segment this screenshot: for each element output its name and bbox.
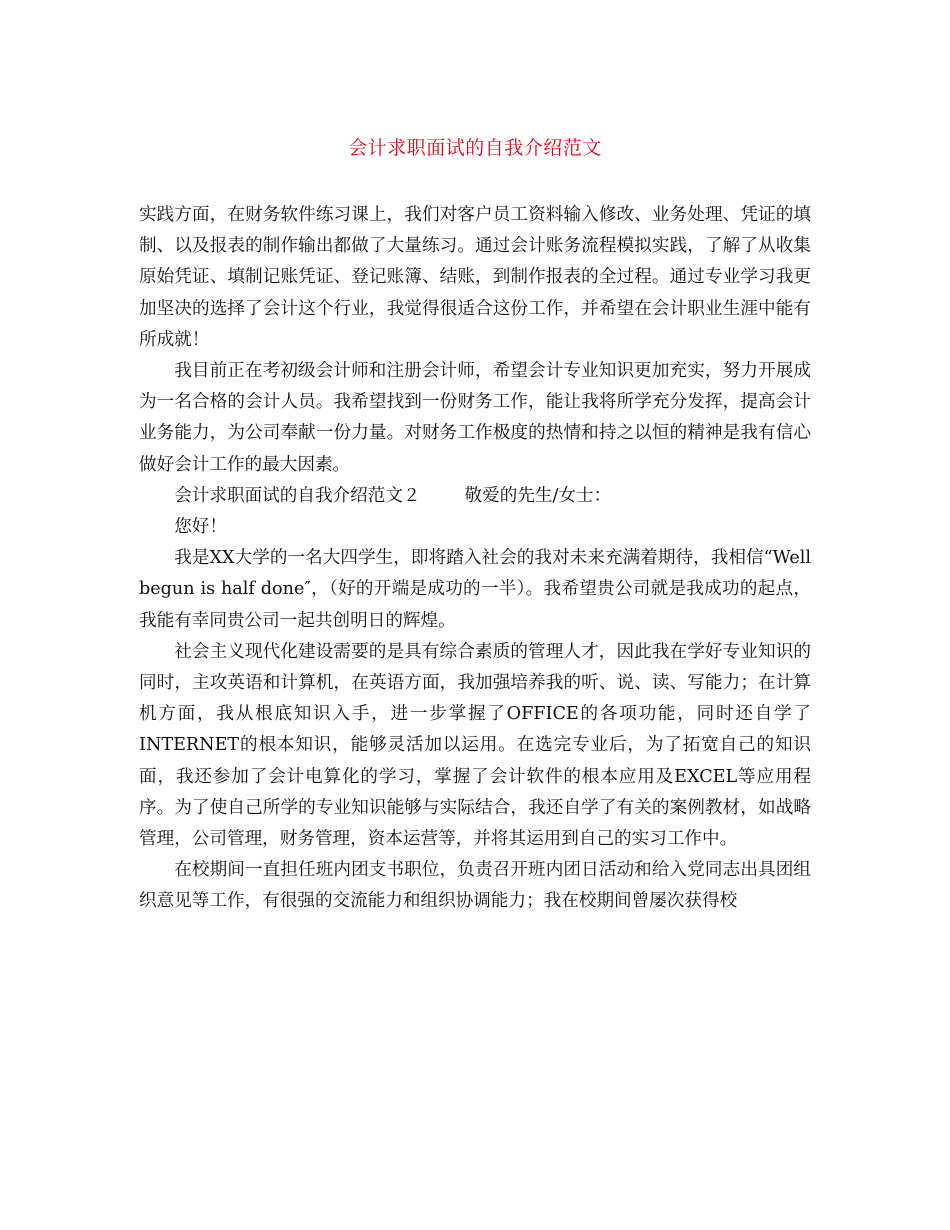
section2-heading: 会计求职面试的自我介绍范文２	[174, 485, 421, 506]
paragraph-practice: 实践方面，在财务软件练习课上，我们对客户员工资料输入修改、业务处理、凭证的填制、以及报表的制作输出都做了大量练习。通过会计账务流程模拟实践，了解了从收集原始凭证、填制记账凭证、登记账簿、结账，到制作报表的全过程。通过专业学习我更加坚决的选择了会计这个行业，我觉得很适合这份工作，并希望在会计职业生涯中能有所成就！	[139, 205, 811, 350]
document-title: 会计求职面试的自我介绍范文	[348, 137, 602, 159]
paragraph-introduction: 我是XX大学的一名大四学生，即将踏入社会的我对未来充满着期待，我相信“Well begun is half done″，（好的开端是成功的一半）。我希望贵公司就是我成功的起点，我能有幸同贵公司一起共创明日的辉煌。	[139, 548, 811, 631]
document-body	[139, 200, 811, 918]
paragraph-career-goal: 我目前正在考初级会计师和注册会计师，希望会计专业知识更加充实，努力开展成为一名合格的会计人员。我希望找到一份财务工作，能让我将所学充分发挥，提高会计业务能力，为公司奉献一份力量。对财务工作极度的热情和持之以恒的精神是我有信心做好会计工作的最大因素。	[139, 361, 811, 475]
salutation: 敬爱的先生/女士：	[464, 485, 612, 506]
paragraph-campus-experience: 在校期间一直担任班内团支书职位，负责召开班内团日活动和给入党同志出具团组织意见等工作，有很强的交流能力和组织协调能力；我在校期间曾屡次获得校	[139, 860, 811, 912]
section2-heading-line	[139, 481, 811, 512]
greeting: 您好！	[174, 517, 227, 538]
paragraph-skills: 社会主义现代化建设需要的是具有综合素质的管理人才，因此我在学好专业知识的同时，主攻英语和计算机，在英语方面，我加强培养我的听、说、读、写能力；在计算机方面，我从根底知识入手，进一步掌握了OFFICE的各项功能，同时还自学了INTERNET的根本知识，能够灵活加以运用。在选完专业后，为了拓宽自己的知识面，我还参加了会计电算化的学习，掌握了会计软件的根本应用及EXCEL等应用程序。为了使自己所学的专业知识能够与实际结合，我还自学了有关的案例教材，如战略管理，公司管理，财务管理，资本运营等，并将其运用到自己的实习工作中。	[139, 641, 811, 850]
